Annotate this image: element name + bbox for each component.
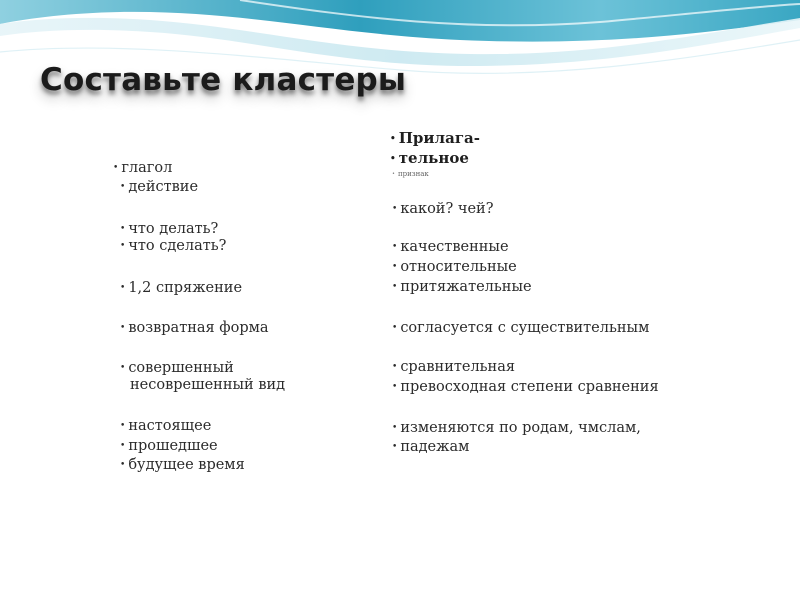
verb-item-conjugation: • 1,2 спряжение bbox=[120, 280, 243, 296]
bullet: • bbox=[392, 171, 395, 177]
adjective-item-superlative: • превосходная степени сравнения bbox=[392, 379, 659, 395]
verb-item-aspect-2: несоврешенный вид bbox=[130, 377, 286, 393]
verb-item-tense-future: • будущее время bbox=[120, 457, 245, 473]
bullet: • bbox=[120, 323, 126, 333]
verb-item-reflexive: • возвратная форма bbox=[120, 320, 269, 336]
adjective-item-relative: • относительные bbox=[392, 259, 517, 275]
adjective-subheading: • признак bbox=[392, 170, 429, 178]
verb-item-question-1: • что делать? bbox=[120, 221, 219, 237]
adjective-item-qualitative: • качественные bbox=[392, 239, 509, 255]
bullet: • bbox=[392, 262, 398, 272]
bullet: • bbox=[392, 382, 398, 392]
adjective-item-inflection-2: • падежам bbox=[392, 439, 470, 455]
bullet: • bbox=[120, 182, 126, 192]
bullet: • bbox=[120, 460, 126, 470]
verb-item-question-2: • что сделать? bbox=[120, 238, 227, 254]
header-wave-decoration bbox=[0, 0, 800, 120]
adjective-item-agreement: • согласуется с существительным bbox=[392, 320, 650, 336]
adjective-item-comparative: • сравнительная bbox=[392, 359, 516, 375]
verb-item-aspect-1: • совершенный bbox=[120, 360, 234, 376]
verb-item-tense-present: • настоящее bbox=[120, 418, 212, 434]
bullet: • bbox=[392, 423, 398, 433]
adjective-heading-line-2: • тельное bbox=[390, 149, 469, 167]
bullet: • bbox=[392, 362, 398, 372]
bullet: • bbox=[392, 242, 398, 252]
bullet: • bbox=[120, 441, 126, 451]
verb-item-tense-past: • прошедшее bbox=[120, 438, 218, 454]
bullet: • bbox=[113, 163, 119, 173]
bullet: • bbox=[120, 241, 126, 251]
bullet: • bbox=[390, 154, 396, 164]
bullet: • bbox=[392, 282, 398, 292]
bullet: • bbox=[392, 204, 398, 214]
bullet: • bbox=[120, 224, 126, 234]
bullet: • bbox=[120, 283, 126, 293]
adjective-item-possessive: • притяжательные bbox=[392, 279, 532, 295]
bullet: • bbox=[120, 421, 126, 431]
verb-heading: • глагол bbox=[113, 160, 173, 176]
bullet: • bbox=[390, 134, 396, 144]
adjective-item-inflection-1: • изменяются по родам, чмслам, bbox=[392, 420, 641, 436]
bullet: • bbox=[392, 323, 398, 333]
adjective-heading-line-1: • Прилага- bbox=[390, 129, 480, 147]
adjective-item-questions: • какой? чей? bbox=[392, 201, 494, 217]
bullet: • bbox=[120, 363, 126, 373]
verb-item-action: • действие bbox=[120, 179, 199, 195]
bullet: • bbox=[392, 442, 398, 452]
slide-title: Составьте кластеры bbox=[40, 62, 407, 98]
